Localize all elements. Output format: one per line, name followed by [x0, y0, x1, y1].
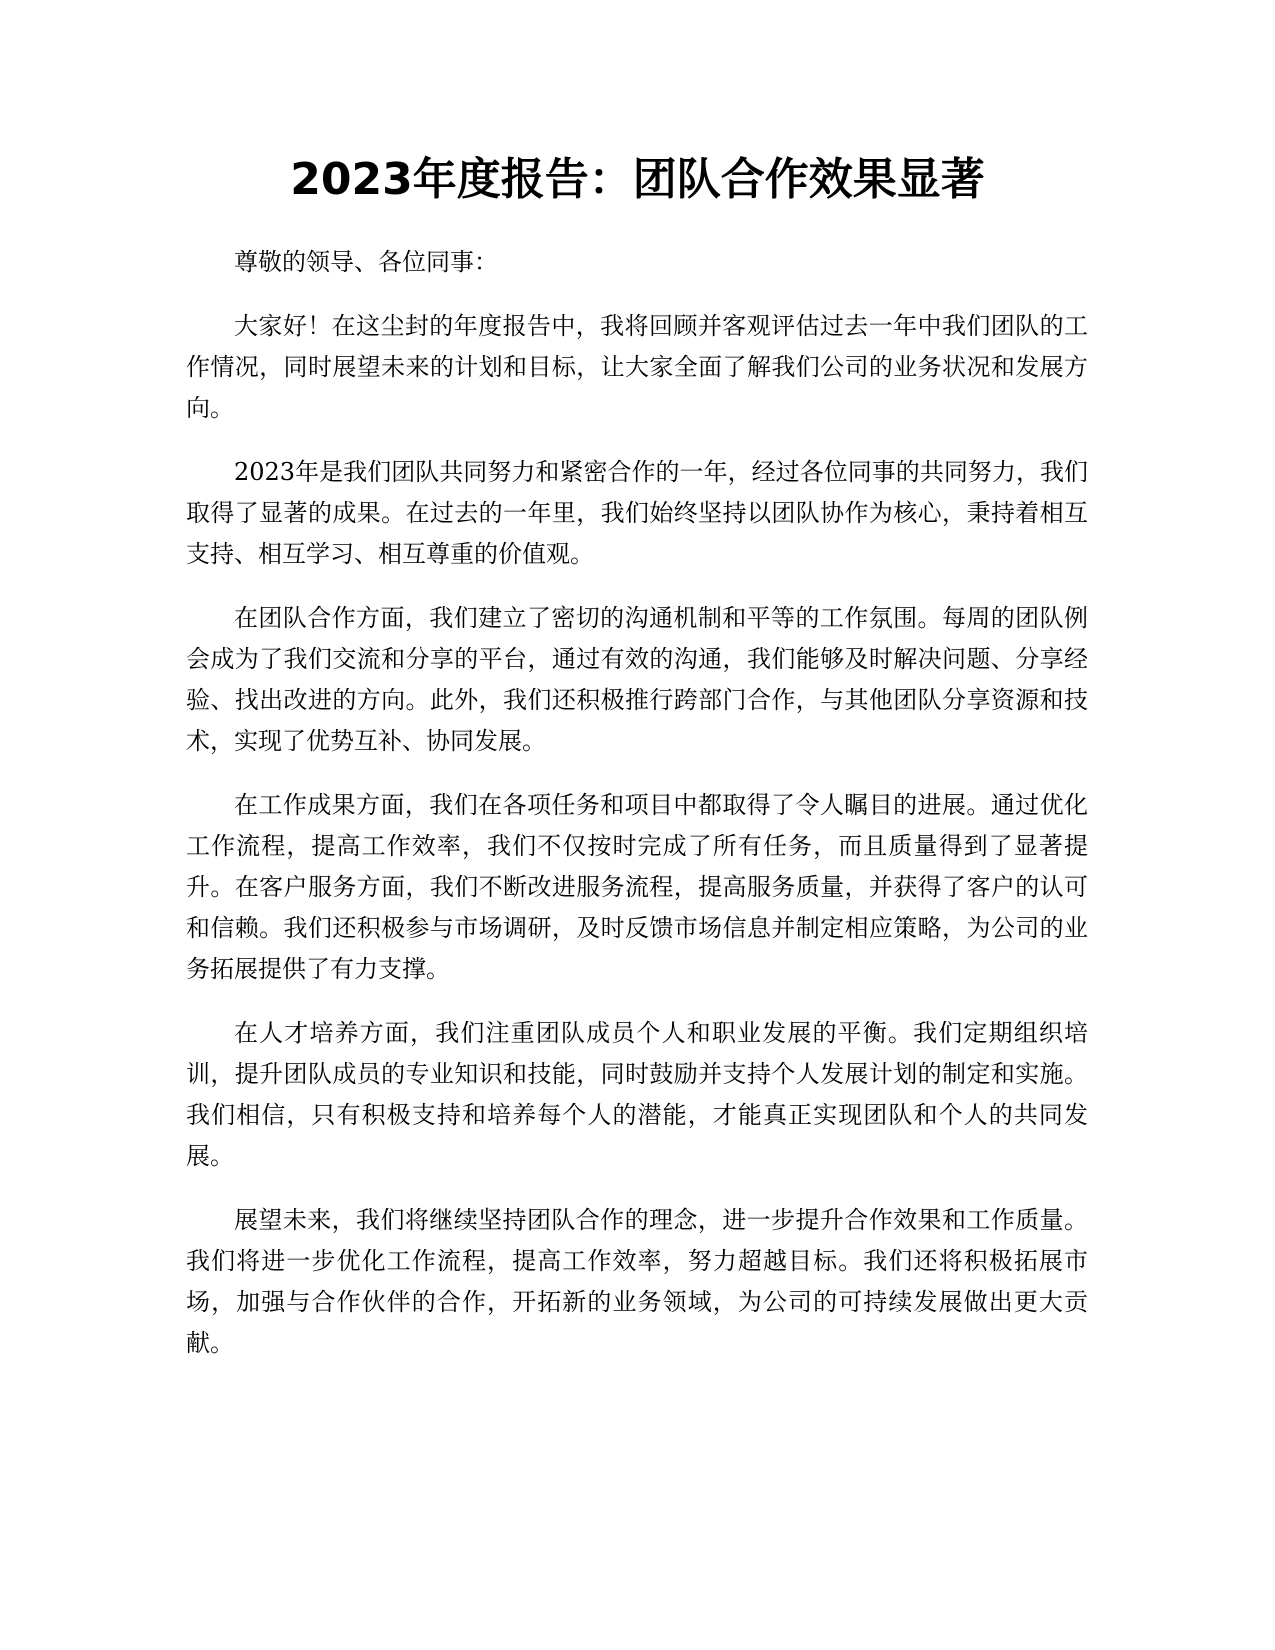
paragraph-year-summary: 2023年是我们团队共同努力和紧密合作的一年，经过各位同事的共同努力，我们取得了显著的成果。在过去的一年里，我们始终坚持以团队协作为核心，秉持着相互支持、相互学习、相互尊重的价值观。 — [186, 458, 1088, 568]
paragraph-outlook: 展望未来，我们将继续坚持团队合作的理念，进一步提升合作效果和工作质量。我们将进一步优化工作流程，提高工作效率，努力超越目标。我们还将积极拓展市场，加强与合作伙伴的合作，开拓新的业务领域，为公司的可持续发展做出更大贡献。 — [186, 1206, 1088, 1357]
paragraph-intro: 大家好！在这尘封的年度报告中，我将回顾并客观评估过去一年中我们团队的工作情况，同时展望未来的计划和目标，让大家全面了解我们公司的业务状况和发展方向。 — [186, 312, 1088, 422]
paragraph-teamwork: 在团队合作方面，我们建立了密切的沟通机制和平等的工作氛围。每周的团队例会成为了我们交流和分享的平台，通过有效的沟通，我们能够及时解决问题、分享经验、找出改进的方向。此外，我们还积极推行跨部门合作，与其他团队分享资源和技术，实现了优势互补、协同发展。 — [186, 604, 1088, 755]
greeting: 尊敬的领导、各位同事： — [234, 248, 498, 276]
page-title: 2023年度报告：团队合作效果显著 — [290, 154, 985, 205]
document-body — [186, 242, 1088, 1387]
paragraph-talent-development: 在人才培养方面，我们注重团队成员个人和职业发展的平衡。我们定期组织培训，提升团队成员的专业知识和技能，同时鼓励并支持个人发展计划的制定和实施。我们相信，只有积极支持和培养每个人的潜能，才能真正实现团队和个人的共同发展。 — [186, 1019, 1088, 1170]
paragraph-work-results: 在工作成果方面，我们在各项任务和项目中都取得了令人瞩目的进展。通过优化工作流程，提高工作效率，我们不仅按时完成了所有任务，而且质量得到了显著提升。在客户服务方面，我们不断改进服务流程，提高服务质量，并获得了客户的认可和信赖。我们还积极参与市场调研，及时反馈市场信息并制定相应策略，为公司的业务拓展提供了有力支撑。 — [186, 791, 1088, 983]
